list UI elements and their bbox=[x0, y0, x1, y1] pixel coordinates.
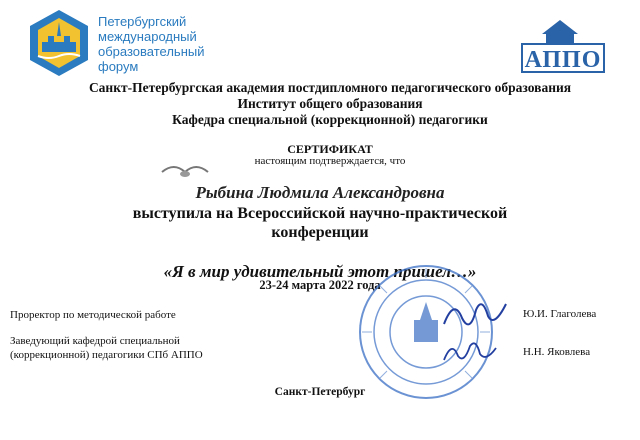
seagull-icon bbox=[160, 160, 210, 182]
appo-logo-text: АППО bbox=[524, 47, 602, 73]
signature-2-icon bbox=[440, 336, 500, 366]
forum-logo bbox=[24, 8, 224, 78]
city: Санкт-Петербург bbox=[274, 386, 366, 398]
certificate-title: СЕРТИФИКАТ bbox=[287, 142, 373, 156]
certificate-subtitle: настоящим подтверждается, что bbox=[254, 155, 406, 167]
action-text bbox=[70, 204, 570, 242]
forum-logo-line: форум bbox=[98, 59, 139, 74]
academy-name: Санкт-Петербургская академия постдипломного педагогического образования bbox=[88, 80, 572, 95]
signer-role-line: Заведующий кафедрой специальной bbox=[10, 335, 180, 347]
action-line: выступила на Всероссийской научно-практической bbox=[132, 205, 508, 222]
signer-name-2: Н.Н. Яковлева bbox=[523, 346, 591, 358]
conference-dates: 23-24 марта 2022 года bbox=[259, 278, 381, 292]
action-line: конференции bbox=[271, 224, 369, 241]
signature-1-icon bbox=[440, 294, 510, 334]
recipient-name: Рыбина Людмила Александровна bbox=[195, 183, 445, 202]
conference-title: «Я в мир удивительный этот пришел…» bbox=[163, 262, 477, 281]
signer-name-1: Ю.И. Глаголева bbox=[523, 308, 597, 320]
forum-logo-line: Петербургский bbox=[98, 14, 187, 29]
forum-emblem-icon bbox=[24, 8, 94, 78]
forum-logo-text bbox=[98, 14, 228, 74]
appo-logo bbox=[520, 18, 606, 74]
signer-role-line: (коррекционной) педагогики СПб АППО bbox=[10, 349, 203, 361]
signer-role-2 bbox=[10, 334, 203, 362]
signer-role-1 bbox=[10, 308, 176, 322]
signer-role-line: Проректор по методической работе bbox=[10, 309, 176, 321]
forum-logo-line: международный bbox=[98, 29, 197, 44]
forum-logo-line: образовательный bbox=[98, 44, 205, 59]
institute-name: Институт общего образования bbox=[237, 96, 423, 111]
department-name: Кафедра специальной (коррекционной) педагогики bbox=[172, 112, 488, 127]
